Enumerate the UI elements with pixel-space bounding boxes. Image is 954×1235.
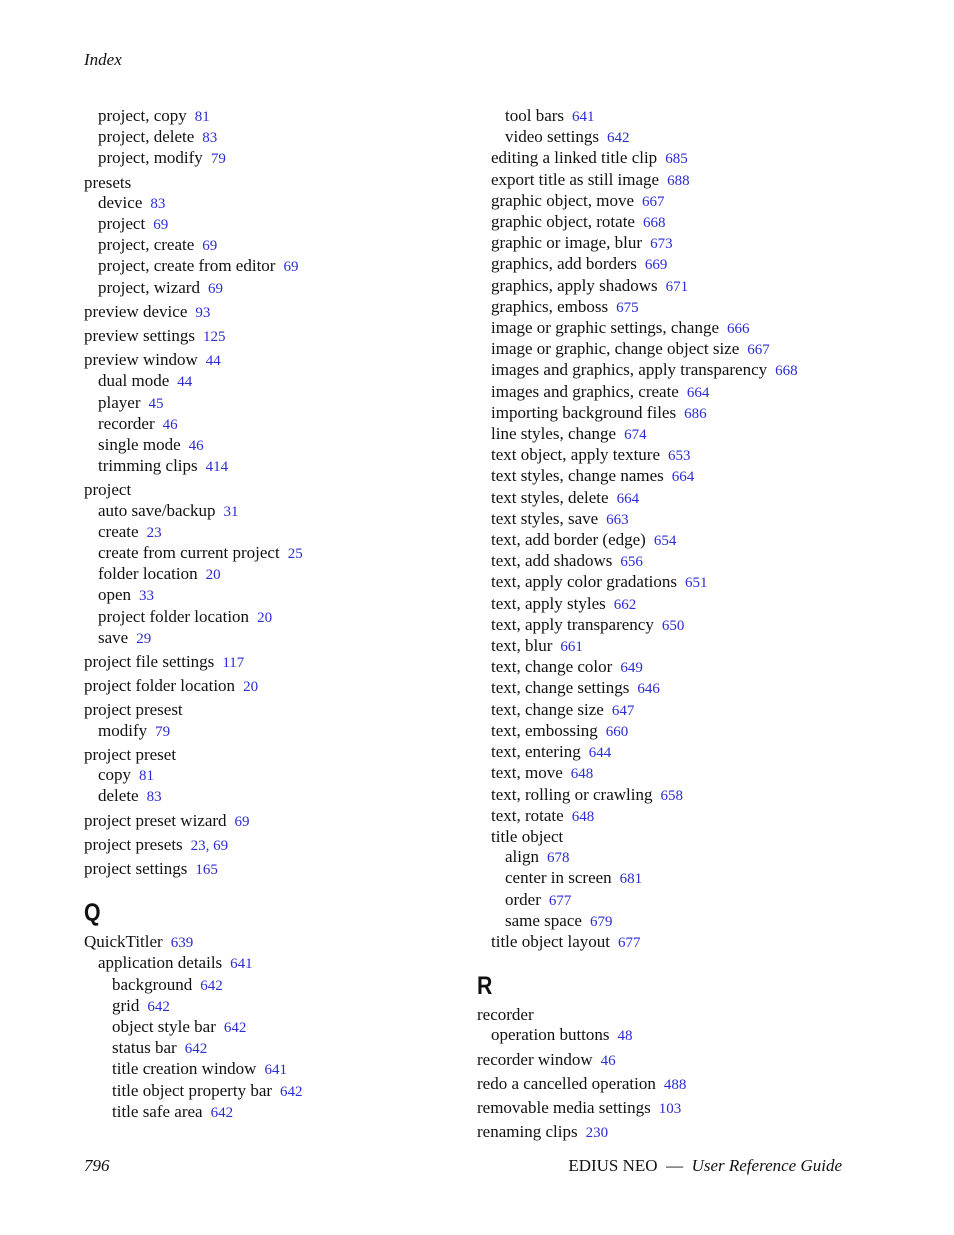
footer-title [568,1156,842,1176]
index-entry [477,170,877,191]
page-link[interactable]: 125 [202,329,226,346]
page-link[interactable]: 414 [205,459,229,476]
page-link[interactable]: 69 [153,217,169,234]
page-number: 796 [84,1156,110,1175]
index-entry [477,233,877,254]
index-entry [84,564,484,585]
index-entry-term: project [98,214,146,234]
index-entry [84,975,484,996]
page-link[interactable]: 641 [572,109,595,125]
index-entry-term: text, blur [491,636,553,656]
page-link[interactable]: 663 [606,511,629,528]
index-entry-term: graphic or image, blur [491,233,643,253]
index-entry [477,763,877,784]
index-entry [84,214,484,235]
index-entry [84,543,484,564]
index-entry-term: project file settings [84,652,215,672]
index-entry-term: delete [98,786,139,806]
index-entry [477,424,877,445]
index-entry-term: image or graphic settings, change [491,318,720,338]
index-entry-term: title object property bar [112,1080,273,1100]
index-entry [84,193,484,214]
index-entry [477,509,877,530]
index-entry [84,522,484,543]
index-entry-term: center in screen [505,868,612,888]
page-link[interactable]: 230 [585,1125,609,1142]
page-link[interactable]: 678 [547,850,570,867]
page-link[interactable]: 669 [644,257,668,274]
index-entry [477,678,877,699]
index-entry-term: graphics, emboss [491,296,609,316]
index-entry-term: order [505,889,541,909]
index-entry-term: text, apply transparency [491,614,654,634]
index-entry [84,1017,484,1038]
index-entry [84,256,484,277]
page-link[interactable]: 641 [264,1062,287,1079]
index-entry-term: background [112,974,193,994]
page-link[interactable]: 667 [642,193,665,210]
index-entry-term: text styles, save [491,508,599,528]
index-entry [477,360,877,381]
index-entry-term: editing a linked title clip [491,148,658,168]
page-link[interactable]: 165 [195,861,218,878]
index-entry [477,148,877,169]
index-entry [84,585,484,606]
page-link[interactable]: 668 [642,215,666,232]
index-entry [84,628,484,649]
page-link[interactable]: 642 [147,998,170,1015]
index-entry-term: recorder window [477,1049,593,1069]
page-link[interactable]: 688 [667,172,690,189]
index-entry-term: image or graphic, change object size [491,339,740,359]
index-entry [84,811,484,832]
index-entry-term: QuickTitler [84,932,163,952]
index-entry-term: graphic object, move [491,190,635,210]
index-entry [84,1059,484,1080]
index-entry [477,657,877,678]
index-entry-term: text, apply styles [491,593,606,613]
page-link[interactable]: 649 [620,660,643,677]
page-link[interactable]: 671 [665,278,689,295]
page-link[interactable]: 642 [210,1104,234,1121]
index-entry-term: images and graphics, apply transparency [491,360,768,380]
index-entry-term: status bar [112,1038,177,1058]
index-entry [84,302,484,323]
page-link[interactable]: 48 [617,1028,633,1045]
index-entry [84,932,484,953]
index-entry [477,1005,877,1025]
index-entry-term: single mode [98,435,181,455]
index-entry-term: removable media settings [477,1097,651,1117]
index-entry [477,551,877,572]
index-entry [84,1038,484,1059]
page-link[interactable]: 654 [653,533,677,550]
page-link[interactable]: 44 [177,374,193,391]
index-entry [84,393,484,414]
index-entry-term: project, modify [98,148,203,168]
index-entry-term: graphic object, rotate [491,212,635,232]
index-entry-term: title object [491,826,564,846]
index-entry [477,339,877,360]
index-entry-term: project folder location [84,676,236,696]
index-entry-term: importing background files [491,402,677,422]
page-link[interactable]: 103 [658,1100,682,1117]
page-link[interactable]: 79 [155,723,171,740]
page-link[interactable]: 650 [661,617,685,634]
index-entry [477,466,877,487]
page-link[interactable]: 664 [686,384,710,401]
index-entry [477,212,877,233]
index-entry [84,721,484,742]
index-entry [477,403,877,424]
index-entry [84,786,484,807]
index-entry [84,414,484,435]
index-entry [477,721,877,742]
index-entry [84,127,484,148]
page-link[interactable]: 642 [606,130,630,147]
index-entry-term: operation buttons [491,1025,610,1045]
index-entry-term: text, apply color gradations [491,572,678,592]
index-entry-term: text, change settings [491,678,630,698]
index-entry [477,742,877,763]
index-entry [84,652,484,673]
index-entry [84,480,484,500]
page-link[interactable]: 20 [243,679,259,696]
index-entry-term: text, entering [491,742,581,762]
page-link[interactable]: 639 [170,935,194,952]
index-entry [84,676,484,697]
index-entry [84,456,484,477]
page-link[interactable]: 83 [150,195,166,212]
index-entry-term: images and graphics, create [491,381,679,401]
page-link[interactable]: 83 [202,130,218,147]
running-head: Index [84,50,122,69]
page-link[interactable]: 656 [620,554,643,571]
index-entry [477,911,877,932]
index-entry-term: title safe area [112,1101,203,1121]
page-link[interactable]: 660 [605,723,629,740]
page-link[interactable]: 677 [548,892,572,909]
section-letter: Q [84,899,101,928]
index-entry [84,278,484,299]
index-entry-term: folder location [98,564,198,584]
index-entry-term: graphics, add borders [491,254,637,274]
index-entry [84,501,484,522]
index-entry [84,700,484,720]
index-entry-term: text, add shadows [491,551,613,571]
page-link[interactable]: 46 [162,416,178,433]
index-entry-term: tool bars [505,106,565,125]
index-entry [477,932,877,953]
index-entry [477,1050,877,1071]
index-entry [477,488,877,509]
index-entry [477,1098,877,1119]
page-link[interactable]: 79 [210,151,226,168]
index-entry [477,785,877,806]
index-entry-term: create [98,521,139,541]
page-link[interactable]: 69 [283,259,299,276]
index-entry-term: graphics, apply shadows [491,275,658,295]
index-entry-term: preview settings [84,326,195,346]
index-entry [84,106,484,127]
index-entry [477,1122,877,1143]
index-entry [477,806,877,827]
footer-guide: User Reference Guide [691,1156,842,1175]
page-link[interactable]: 23 [190,837,206,854]
index-entry [477,254,877,275]
page-link[interactable]: 46 [188,438,204,455]
page-link[interactable]: 29 [136,630,152,647]
page-link[interactable]: 69 [213,837,229,854]
page-link[interactable]: 20 [205,567,221,584]
page-link[interactable]: 644 [588,745,612,762]
index-entry-term: text, embossing [491,720,598,740]
index-entry [477,636,877,657]
index-entry [84,235,484,256]
index-entry-term: project, create from editor [98,256,276,276]
page-link[interactable]: 31 [223,503,239,520]
page-link[interactable]: 648 [570,766,594,783]
index-entry-term: object style bar [112,1016,216,1036]
page-link[interactable]: 651 [685,575,708,592]
index-entry-term: text, rolling or crawling [491,784,653,804]
index-entry [84,1102,484,1123]
page-link[interactable]: 23 [146,524,162,541]
page-link[interactable]: 664 [616,490,640,507]
index-entry-term: open [98,585,132,605]
page-link[interactable]: 664 [671,469,695,486]
page-link[interactable]: 69 [202,238,218,255]
page-link[interactable]: 679 [589,913,613,930]
index-entry [84,148,484,169]
index-entry [477,191,877,212]
index-entry-term: project folder location [98,606,250,626]
index-column-left [84,106,484,1123]
index-entry [84,745,484,765]
page-link[interactable]: 673 [650,236,673,253]
page-link[interactable]: 33 [139,588,155,605]
page-link[interactable]: 46 [600,1052,616,1069]
index-entry-term: modify [98,720,148,740]
index-entry-term: export title as still image [491,169,660,189]
index-entry [477,382,877,403]
index-entry [477,615,877,636]
page-link[interactable]: 488 [663,1076,687,1093]
page-link[interactable]: 641 [230,956,253,973]
index-entry-term: project [84,480,132,500]
index-entry [84,173,484,193]
index-entry [477,106,877,127]
index-entry-term: project, copy [98,106,187,125]
index-entry [477,276,877,297]
index-entry [477,868,877,889]
index-entry-term: project preset [84,744,177,764]
footer-product: EDIUS NEO [568,1156,658,1175]
index-entry-term: text, rotate [491,805,564,825]
index-entry [477,530,877,551]
page-link[interactable]: 81 [194,109,210,125]
index-entry [84,765,484,786]
page-link[interactable]: 642 [280,1083,303,1100]
page-link[interactable]: 93 [195,304,211,321]
index-entry-term: recorder [477,1005,534,1025]
index-entry-term: preview window [84,350,198,370]
index-entry-term: player [98,392,141,412]
page-link[interactable]: 685 [665,151,688,168]
index-entry [84,350,484,371]
index-entry-term: title creation window [112,1059,257,1079]
index-entry [477,572,877,593]
index-entry-term: align [505,847,539,867]
page-link[interactable]: 666 [727,321,750,338]
index-entry [477,700,877,721]
page-link[interactable]: 642 [184,1041,208,1058]
index-entry [84,996,484,1017]
index-entry [477,127,877,148]
index-entry: project presets 23, 69 [84,834,229,854]
index-entry [84,435,484,456]
index-entry-term: line styles, change [491,424,617,444]
index-entry [477,445,877,466]
index-entry-term: device [98,192,143,212]
index-entry-term: text, add border (edge) [491,530,646,550]
page-link[interactable]: 642 [200,977,223,994]
index-entry [84,859,484,880]
page-link[interactable]: 647 [611,702,635,719]
index-entry-term: redo a cancelled operation [477,1073,656,1093]
index-entry-term: save [98,627,129,647]
index-column-right [477,106,877,1143]
index-entry-term: preview device [84,301,188,321]
index-entry-term: project, create [98,235,195,255]
index-entry-term: project presest [84,700,183,720]
footer-dash: — [666,1156,684,1175]
page-link[interactable]: 20 [257,609,273,626]
index-entry [477,594,877,615]
page-link[interactable]: 648 [571,808,595,825]
index-entry-term: dual mode [98,371,170,391]
index-entry [84,1081,484,1102]
index-entry-term: create from current project [98,543,280,563]
page-link[interactable]: 44 [205,353,221,370]
index-entry [477,297,877,318]
index-entry [84,371,484,392]
page-link[interactable]: 668 [775,363,798,380]
page-link[interactable]: 25 [287,546,303,563]
index-entry-term: text, change size [491,699,604,719]
index-entry-term: grid [112,995,140,1015]
index-entry-term: recorder [98,413,155,433]
index-entry [477,847,877,868]
page-link[interactable]: 674 [624,427,647,444]
index-entry [84,953,484,974]
page-link[interactable]: 686 [684,405,707,422]
page-link[interactable]: 661 [560,639,583,656]
index-entry-term: text object, apply texture [491,445,660,465]
index-entry-term: text, move [491,763,563,783]
page-link[interactable]: 117 [222,655,245,672]
index-entry-term: auto save/backup [98,500,216,520]
index-entry [477,1025,877,1046]
page-link[interactable]: 81 [139,768,155,785]
page-link[interactable]: 681 [619,871,643,888]
index-entry-term: trimming clips [98,456,198,476]
page-link[interactable]: 83 [146,789,162,806]
page-link[interactable]: 45 [148,395,164,412]
page-link[interactable]: 667 [747,342,770,359]
page-link[interactable]: 69 [207,280,223,297]
page-link[interactable]: 658 [660,787,683,804]
index-entry-term: presets [84,172,132,192]
index-entry [477,890,877,911]
page-link[interactable]: 677 [617,934,641,951]
index-entry-term: text, change color [491,657,613,677]
page-link[interactable]: 646 [637,681,660,698]
index-entry [477,1074,877,1095]
index-entry-term: project settings [84,858,188,878]
page-link[interactable]: 653 [668,448,691,465]
index-entry [84,326,484,347]
index-entry-term: video settings [505,127,599,147]
index-entry-term: text styles, change names [491,466,664,486]
page-link[interactable]: 642 [223,1019,247,1036]
index-entry-term: title object layout [491,931,610,951]
index-entry-term: project, wizard [98,277,200,297]
index-entry-term: renaming clips [477,1122,578,1142]
index-entry-term: same space [505,910,582,930]
index-entry [84,607,484,628]
section-letter: R [477,972,493,1001]
index-entry-term: project presets [84,834,183,854]
index-entry-term: project preset wizard [84,810,227,830]
index-entry-term: copy [98,765,132,785]
page-link[interactable]: 675 [616,299,639,316]
page-link[interactable]: 662 [613,596,637,613]
index-entry-term: application details [98,953,223,973]
index-entry-term: project, delete [98,127,195,147]
index-entry [477,318,877,339]
index-entry-term: text styles, delete [491,487,609,507]
index-entry [477,827,877,847]
page-link[interactable]: 69 [234,813,250,830]
